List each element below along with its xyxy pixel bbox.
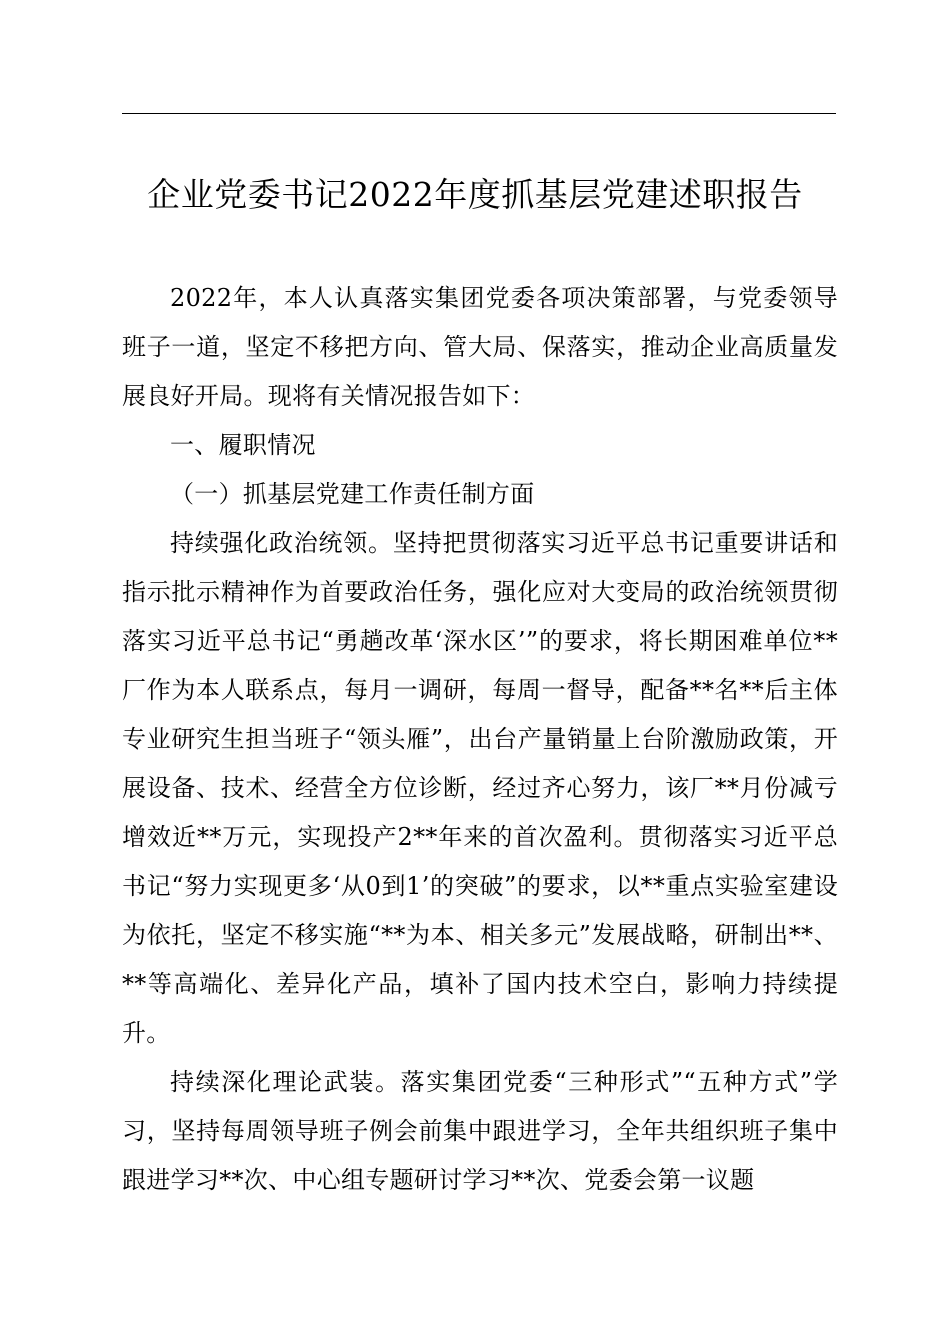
header-rule (122, 113, 836, 114)
section-heading: 一、履职情况 (170, 431, 316, 459)
intro-paragraph: 2022年，本人认真落实集团党委各项决策部署，与党委领导班子一道，坚定不移把方向、管大局、保落实，推动企业高质量发展良好开局。现将有关情况报告如下： (122, 284, 838, 410)
body-paragraph: 持续强化政治统领。坚持把贯彻落实习近平总书记重要讲话和指示批示精神作为首要政治任务，强化应对大变局的政治统领贯彻落实习近平总书记“勇趟改革‘深水区’”的要求，将长期困难单位**厂作为本人联系点，每月一调研，每周一督导，配备**名**后主体专业研究生担当班子“领头雁”，出台产量销量上台阶激励政策，开展设备、技术、经营全方位诊断，经过齐心努力，该厂**月份减亏增效近**万元，实现投产2**年来的首次盈利。贯彻落实习近平总书记“努力实现更多‘从0到1’的突破”的要求，以**重点实验室建设为依托，坚定不移实施“**为本、相关多元”发展战略，研制出**、**等高端化、差异化产品，填补了国内技术空白，影响力持续提升。 (122, 529, 838, 1047)
document-body (122, 274, 838, 1205)
document-title: 企业党委书记2022年度抓基层党建述职报告 (147, 175, 803, 214)
subsection-heading: （一）抓基层党建工作责任制方面 (170, 480, 535, 508)
body-paragraph: 持续深化理论武装。落实集团党委“三种形式”“五种方式”学习，坚持每周领导班子例会前集中跟进学习，全年共组织班子集中跟进学习**次、中心组专题研讨学习**次、党委会第一议题 (122, 1068, 838, 1194)
